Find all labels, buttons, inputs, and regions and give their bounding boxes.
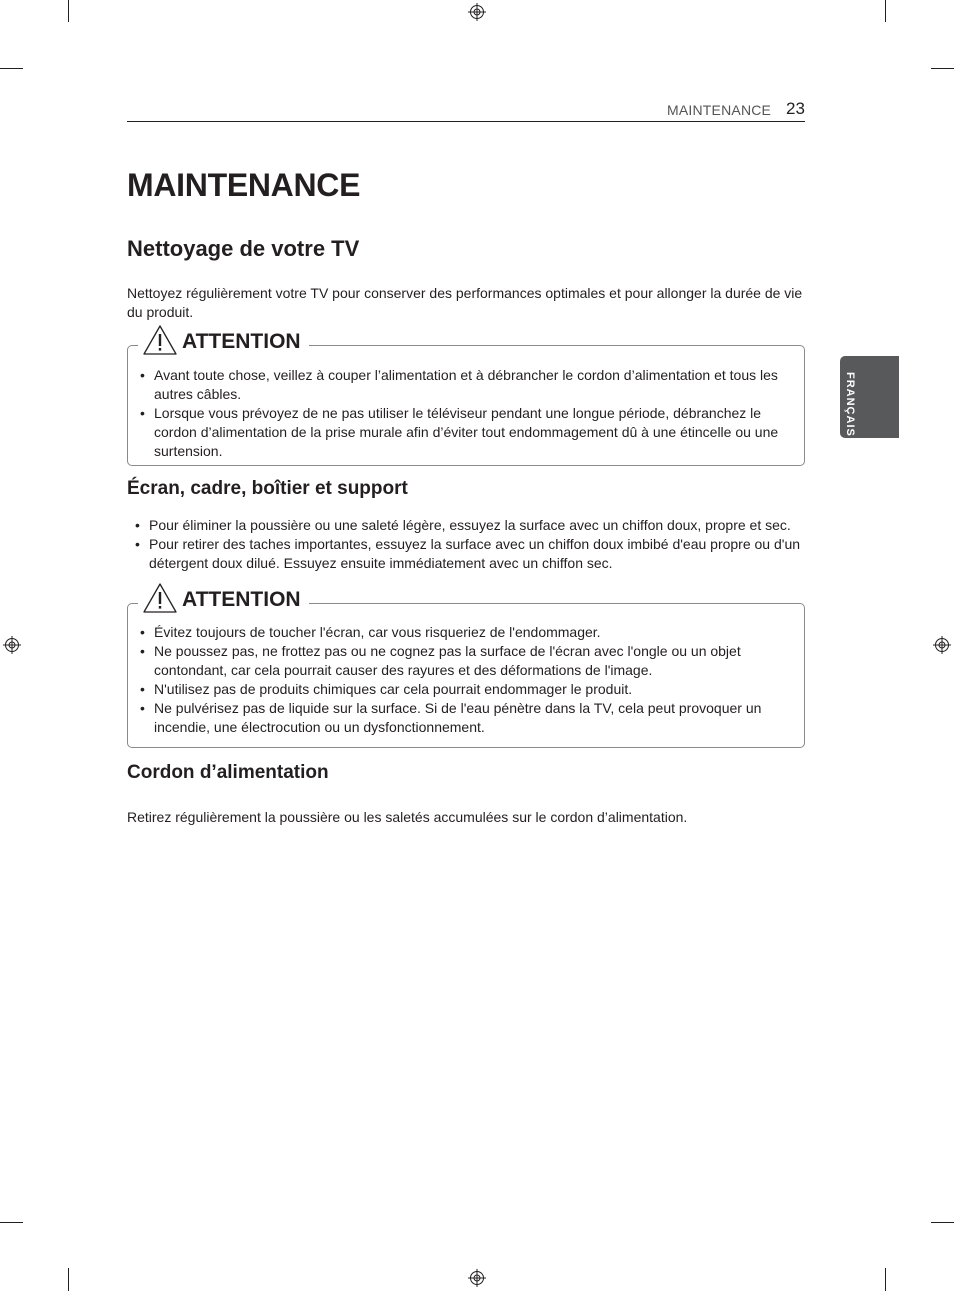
- crop-mark: [0, 1222, 23, 1223]
- section-heading-power-cord: Cordon d’alimentation: [127, 762, 329, 783]
- list-item: • Avant toute chose, veillez à couper l’alimentation et à débrancher le cordon d’alimentation et tous les autres câbles.: [140, 366, 795, 404]
- crop-mark: [68, 1268, 69, 1291]
- caution-label: ATTENTION: [182, 588, 301, 611]
- list-item: • Lorsque vous prévoyez de ne pas utiliser le téléviseur pendant une longue période, débranchez le cordon d’alimentation de la prise murale afin d’éviter tout endommagement dû à une étincelle ou une surtension.: [140, 404, 795, 461]
- list-item: • Ne pulvérisez pas de liquide sur la surface. Si de l'eau pénètre dans la TV, cela peut provoquer un incendie, une électrocution ou un dysfonctionnement.: [140, 699, 795, 737]
- registration-mark-icon: [3, 636, 21, 654]
- warning-triangle-icon: [142, 324, 178, 356]
- language-tab-label: FRANÇAIS: [844, 372, 856, 437]
- crop-mark: [931, 1222, 954, 1223]
- caution-header: [138, 322, 309, 356]
- section-heading-cleaning: Nettoyage de votre TV: [127, 236, 360, 261]
- caution-box: [127, 588, 805, 748]
- caution-list: [140, 623, 795, 737]
- warning-triangle-icon: [142, 582, 178, 614]
- running-header-title: MAINTENANCE: [667, 102, 772, 118]
- caution-header: [138, 580, 309, 614]
- page-title: MAINTENANCE: [127, 167, 361, 203]
- crop-mark: [885, 1268, 886, 1291]
- caution-label: ATTENTION: [182, 330, 301, 353]
- section-heading-screen: Écran, cadre, boîtier et support: [127, 478, 408, 499]
- list-item: • Ne poussez pas, ne frottez pas ou ne cognez pas la surface de l'écran avec l'ongle ou un objet contondant, car cela pourrait causer des rayures et des déformations de l'image.: [140, 642, 795, 680]
- list-item: • N'utilisez pas de produits chimiques car cela pourrait endommager le produit.: [140, 680, 795, 699]
- registration-mark-icon: [468, 3, 486, 21]
- list-item: • Pour éliminer la poussière ou une saleté légère, essuyez la surface avec un chiffon doux, propre et sec.: [135, 516, 810, 535]
- section-paragraph-power-cord: Retirez régulièrement la poussière ou les saletés accumulées sur le cordon d’alimentation.: [127, 809, 688, 825]
- crop-mark: [885, 0, 886, 22]
- section-list-screen: [135, 516, 810, 573]
- list-item: • Évitez toujours de toucher l'écran, car vous risqueriez de l'endommager.: [140, 623, 795, 642]
- list-item: • Pour retirer des taches importantes, essuyez la surface avec un chiffon doux imbibé d'eau propre ou d'un détergent doux dilué. Essuyez ensuite immédiatement avec un chiffon sec.: [135, 535, 810, 573]
- caution-box: [127, 330, 805, 466]
- caution-list: [140, 366, 795, 461]
- section-paragraph-cleaning: Nettoyez régulièrement votre TV pour conserver des performances optimales et pour allonger la durée de vie du produit.: [127, 285, 803, 320]
- header-rule: [127, 121, 805, 122]
- registration-mark-icon: [468, 1269, 486, 1287]
- crop-mark: [0, 68, 23, 69]
- page-number: 23: [786, 99, 805, 118]
- crop-mark: [68, 0, 69, 22]
- registration-mark-icon: [933, 636, 951, 654]
- crop-mark: [931, 68, 954, 69]
